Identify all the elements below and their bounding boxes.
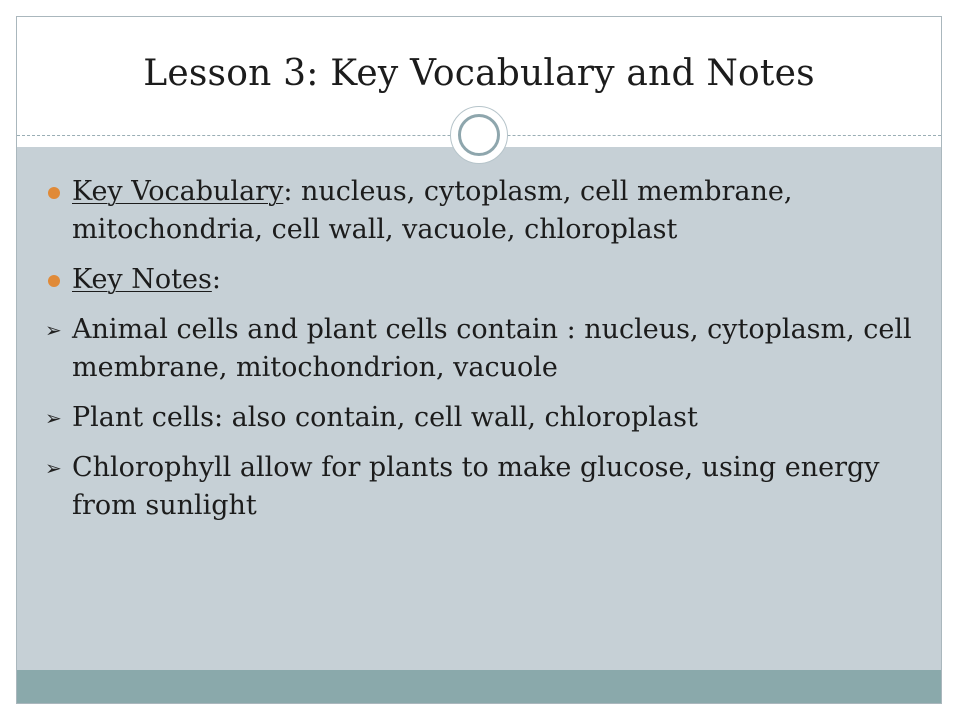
arrow-bullet-icon: ➢ (45, 406, 62, 430)
list-item (45, 399, 925, 437)
bullet-list (45, 173, 925, 537)
orange-dot-icon (48, 275, 60, 287)
list-item (45, 261, 925, 299)
orange-dot-icon (48, 187, 60, 199)
decorative-ring-icon (450, 106, 508, 164)
ring-inner-circle (458, 114, 500, 156)
list-item (45, 173, 925, 249)
bullet-text: Plant cells: also contain, cell wall, chloroplast (72, 402, 698, 433)
list-item (45, 449, 925, 525)
bullet-text: : nucleus, cytoplasm, cell membrane, mitochondria, cell wall, vacuole, chloroplast (72, 176, 793, 245)
bullet-text: Animal cells and plant cells contain : nucleus, cytoplasm, cell membrane, mitochondrion, vacuole (72, 314, 912, 383)
bullet-text: : (211, 264, 221, 295)
slide-title: Lesson 3: Key Vocabulary and Notes (143, 53, 815, 94)
bullet-term: Key Notes (72, 264, 212, 295)
arrow-bullet-icon: ➢ (45, 456, 62, 480)
list-item (45, 311, 925, 387)
arrow-bullet-icon: ➢ (45, 318, 62, 342)
bullet-term: Key Vocabulary (72, 176, 284, 207)
slide-frame (16, 16, 942, 704)
bottom-band (17, 670, 941, 703)
bullet-text: Chlorophyll allow for plants to make glucose, using energy from sunlight (72, 452, 880, 521)
